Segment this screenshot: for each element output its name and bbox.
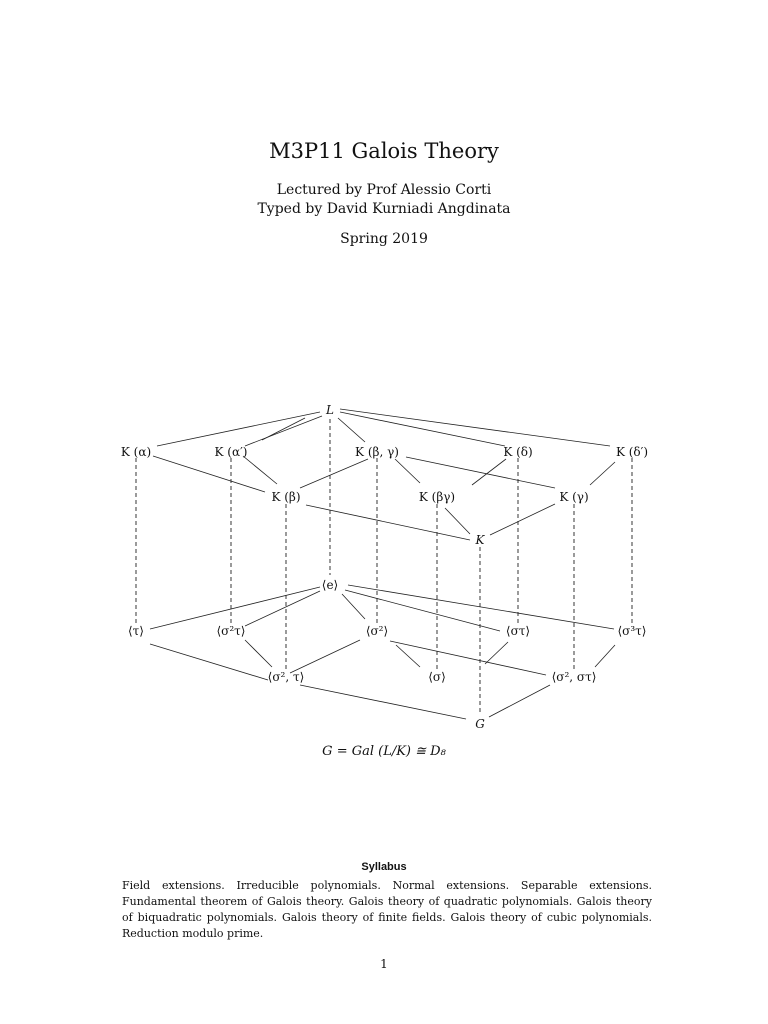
diagram-caption: G = Gal (L/K) ≅ D₈ [322, 744, 446, 759]
node-sigma2: ⟨σ²⟩ [365, 624, 389, 638]
node-K-gamma: K (γ) [559, 490, 589, 504]
node-sigma2-and-sigma-tau: ⟨σ², στ⟩ [551, 670, 597, 684]
node-K-beta-gamma: K (β, γ) [355, 445, 399, 459]
correspondence-lines [136, 419, 632, 713]
galois-correspondence-diagram [0, 395, 768, 735]
node-K-delta-prime: K (δ′) [615, 445, 649, 459]
node-sigma2-and-tau: ⟨σ², τ⟩ [267, 670, 305, 684]
node-K-delta: K (δ) [503, 445, 533, 459]
node-G: G [475, 717, 485, 731]
node-K-beta-times-gamma: K (βγ) [418, 490, 456, 504]
node-tau: ⟨τ⟩ [127, 624, 145, 638]
term-date: Spring 2019 [340, 231, 428, 247]
node-sigma-tau: ⟨στ⟩ [505, 624, 531, 638]
field-nodes [121, 403, 648, 547]
node-K-alpha-prime: K (α′) [214, 445, 248, 459]
page-number: 1 [380, 957, 388, 971]
lecturer-credit: Lectured by Prof Alessio Corti [276, 182, 492, 198]
node-sigma: ⟨σ⟩ [428, 670, 446, 684]
typist-credit: Typed by David Kurniadi Angdinata [257, 201, 511, 217]
syllabus-body: Field extensions. Irreducible polynomials. Normal extensions. Separable extensions. Fundamental theorem of Galois theory. Galois theory of quadratic polynomials. Galois theory of biquadratic polynomials. Galois theory of finite fields. Galois theory of cubic polynomials. Reduction modulo prime. [122, 879, 652, 940]
node-K: K [475, 533, 485, 547]
node-K-beta: K (β) [271, 490, 301, 504]
node-sigma2-tau: ⟨σ²τ⟩ [216, 624, 246, 638]
node-K-alpha: K (α) [120, 445, 152, 459]
node-sigma3-tau: ⟨σ³τ⟩ [617, 624, 647, 638]
node-L: L [326, 403, 334, 417]
node-e: ⟨e⟩ [321, 578, 339, 592]
syllabus-heading: Syllabus [361, 861, 407, 873]
document-title: M3P11 Galois Theory [269, 139, 499, 163]
